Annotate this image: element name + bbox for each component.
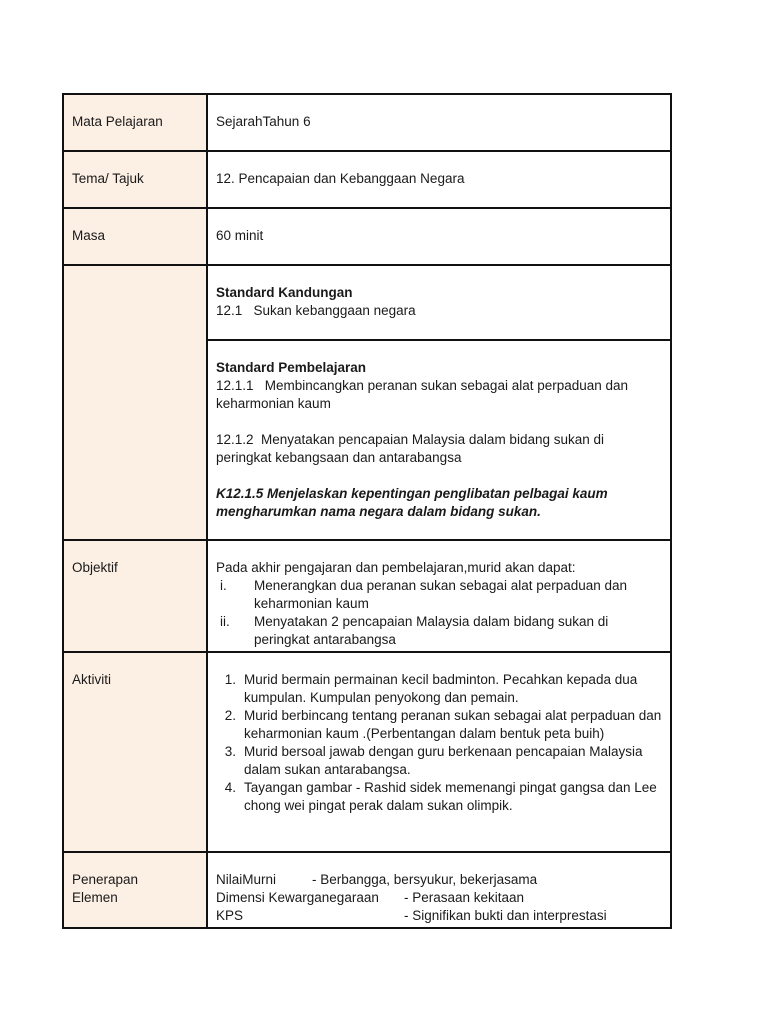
- penerapan-line: [216, 907, 662, 925]
- k-standard-item: K12.1.5 Menjelaskan kepentingan penglibatan pelbagai kaum mengharumkan nama negara dalam bidang sukan.: [216, 486, 608, 519]
- aktiviti-cell: [207, 652, 671, 852]
- penerapan-line: [216, 871, 662, 889]
- penerapan-value: - Perasaan kekitaan: [404, 890, 525, 905]
- list-number: i.: [220, 578, 227, 593]
- row-aktiviti: [63, 652, 671, 852]
- penerapan-elemen-label: Penerapan Elemen: [63, 852, 207, 928]
- mata-pelajaran-label: Mata Pelajaran: [63, 94, 207, 151]
- list-number: 3.: [224, 744, 236, 759]
- list-text: Murid bersoal jawab dengan guru berkenaan pencapaian Malaysia dalam sukan antarabangsa.: [244, 744, 643, 777]
- list-item: [216, 707, 662, 743]
- masa-label: Masa: [63, 208, 207, 265]
- list-number: 2.: [224, 708, 236, 723]
- row-tema-tajuk: [63, 151, 671, 208]
- standard-pembelajaran-cell: [207, 340, 671, 540]
- list-text: Menerangkan dua peranan sukan sebagai alat perpaduan dan keharmonian kaum: [254, 578, 628, 611]
- objektif-list: [216, 577, 662, 649]
- list-text: Tayangan gambar - Rashid sidek memenangi pingat gangsa dan Lee chong wei pingat perak dalam sukan olimpik.: [244, 780, 657, 813]
- standard-pembelajaran-heading: Standard Pembelajaran: [216, 360, 367, 375]
- objektif-label: Objektif: [63, 540, 207, 652]
- list-item: [216, 671, 662, 707]
- list-text: Murid bermain permainan kecil badminton. Pecahkan kepada dua kumpulan. Kumpulan penyokong dan pemain.: [244, 672, 638, 705]
- penerapan-value: - Berbangga, bersyukur, bekerjasama: [312, 872, 538, 887]
- row-penerapan-elemen: [63, 852, 671, 928]
- list-text: Murid berbincang tentang peranan sukan sebagai alat perpaduan dan keharmonian kaum .(Perbentangan dalam bentuk peta buih): [244, 708, 662, 741]
- row-objektif: [63, 540, 671, 652]
- list-number: 4.: [224, 780, 236, 795]
- masa-value: 60 minit: [207, 208, 671, 265]
- standard-kandungan-text: 12.1 Sukan kebanggaan negara: [216, 303, 416, 318]
- aktiviti-list: [216, 671, 662, 815]
- list-item: [216, 779, 662, 815]
- penerapan-elemen-cell: [207, 852, 671, 928]
- list-number: ii.: [220, 614, 230, 629]
- aktiviti-label: Aktiviti: [63, 652, 207, 852]
- row-standard-kandungan: [63, 265, 671, 340]
- standard-label-empty: [63, 265, 207, 540]
- list-number: 1.: [224, 672, 236, 687]
- tema-tajuk-value: 12. Pencapaian dan Kebanggaan Negara: [207, 151, 671, 208]
- list-item: [216, 577, 662, 613]
- penerapan-line: [216, 889, 662, 907]
- list-item: [216, 743, 662, 779]
- penerapan-value: - Signifikan bukti dan interprestasi: [404, 908, 607, 923]
- row-mata-pelajaran: [63, 94, 671, 151]
- lesson-plan-table: [62, 93, 672, 929]
- penerapan-key: Dimensi Kewarganegaraan: [216, 890, 379, 905]
- penerapan-key: NilaiMurni: [216, 872, 277, 887]
- tema-tajuk-label: Tema/ Tajuk: [63, 151, 207, 208]
- standard-pembelajaran-item: 12.1.2 Menyatakan pencapaian Malaysia dalam bidang sukan di peringkat kebangsaan dan antarabangsa: [216, 432, 608, 465]
- objektif-intro: Pada akhir pengajaran dan pembelajaran,murid akan dapat:: [216, 560, 576, 575]
- row-masa: [63, 208, 671, 265]
- list-item: [216, 613, 662, 649]
- standard-kandungan-heading: Standard Kandungan: [216, 285, 353, 300]
- mata-pelajaran-value: SejarahTahun 6: [207, 94, 671, 151]
- objektif-cell: [207, 540, 671, 652]
- penerapan-key: KPS: [216, 908, 244, 923]
- standard-kandungan-cell: [207, 265, 671, 340]
- standard-pembelajaran-item: 12.1.1 Membincangkan peranan sukan sebagai alat perpaduan dan keharmonian kaum: [216, 378, 632, 411]
- list-text: Menyatakan 2 pencapaian Malaysia dalam bidang sukan di peringkat antarabangsa: [254, 614, 609, 647]
